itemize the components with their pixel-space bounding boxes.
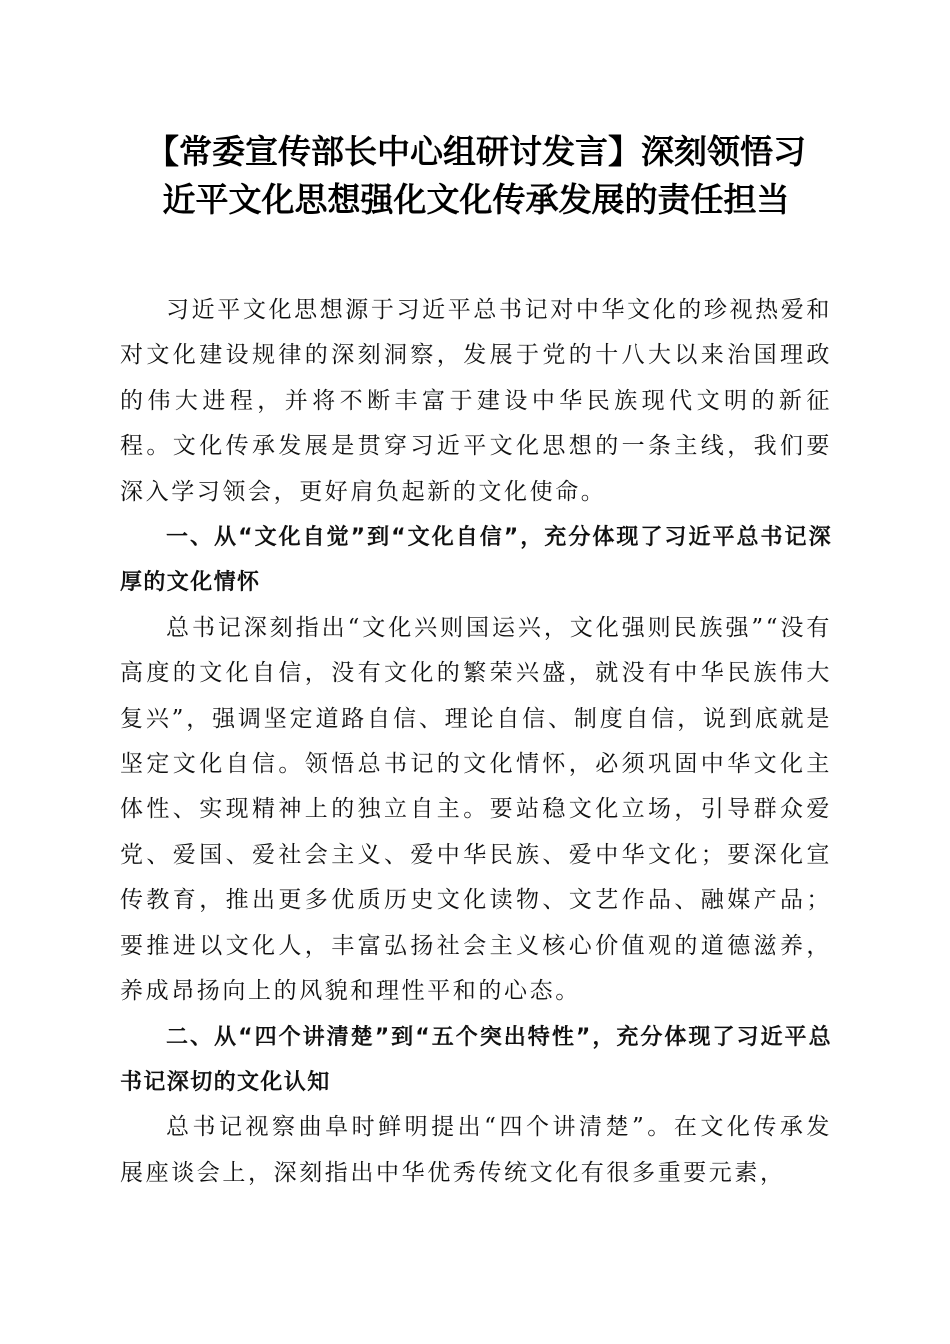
- paragraph-section-1: 总书记深刻指出“文化兴则国运兴，文化强则民族强”“没有高度的文化自信，没有文化的繁荣兴盛，就没有中华民族伟大复兴”，强调坚定道路自信、理论自信、制度自信，说到底就是坚定文化自信。领悟总书记的文化情怀，必须巩固中华文化主体性、实现精神上的独立自主。要站稳文化立场，引导群众爱党、爱国、爱社会主义、爱中华民族、爱中华文化；要深化宣传教育，推出更多优质历史文化读物、文艺作品、融媒产品；要推进以文化人，丰富弘扬社会主义核心价值观的道德滋养，养成昂扬向上的风貌和理性平和的心态。: [120, 614, 832, 1005]
- title-line-1: 【常委宣传部长中心组研讨发言】深刻领悟习: [146, 132, 806, 171]
- section-heading-2: 二、从“四个讲清楚”到“五个突出特性”，充分体现了习近平总书记深切的文化认知: [120, 1024, 832, 1095]
- document-title: [120, 128, 832, 224]
- document-body: [120, 288, 832, 1196]
- title-line-2: 近平文化思想强化文化传承发展的责任担当: [162, 180, 790, 219]
- section-heading-1: 一、从“文化自觉”到“文化自信”，充分体现了习近平总书记深厚的文化情怀: [120, 525, 832, 596]
- paragraph-section-2: 总书记视察曲阜时鲜明提出“四个讲清楚”。在文化传承发展座谈会上，深刻指出中华优秀传统文化有很多重要元素，: [120, 1114, 832, 1186]
- document-page: [120, 128, 832, 1196]
- paragraph-intro: 习近平文化思想源于习近平总书记对中华文化的珍视热爱和对文化建设规律的深刻洞察，发展于党的十八大以来治国理政的伟大进程，并将不断丰富于建设中华民族现代文明的新征程。文化传承发展是贯穿习近平文化思想的一条主线，我们要深入学习领会，更好肩负起新的文化使命。: [120, 297, 832, 505]
